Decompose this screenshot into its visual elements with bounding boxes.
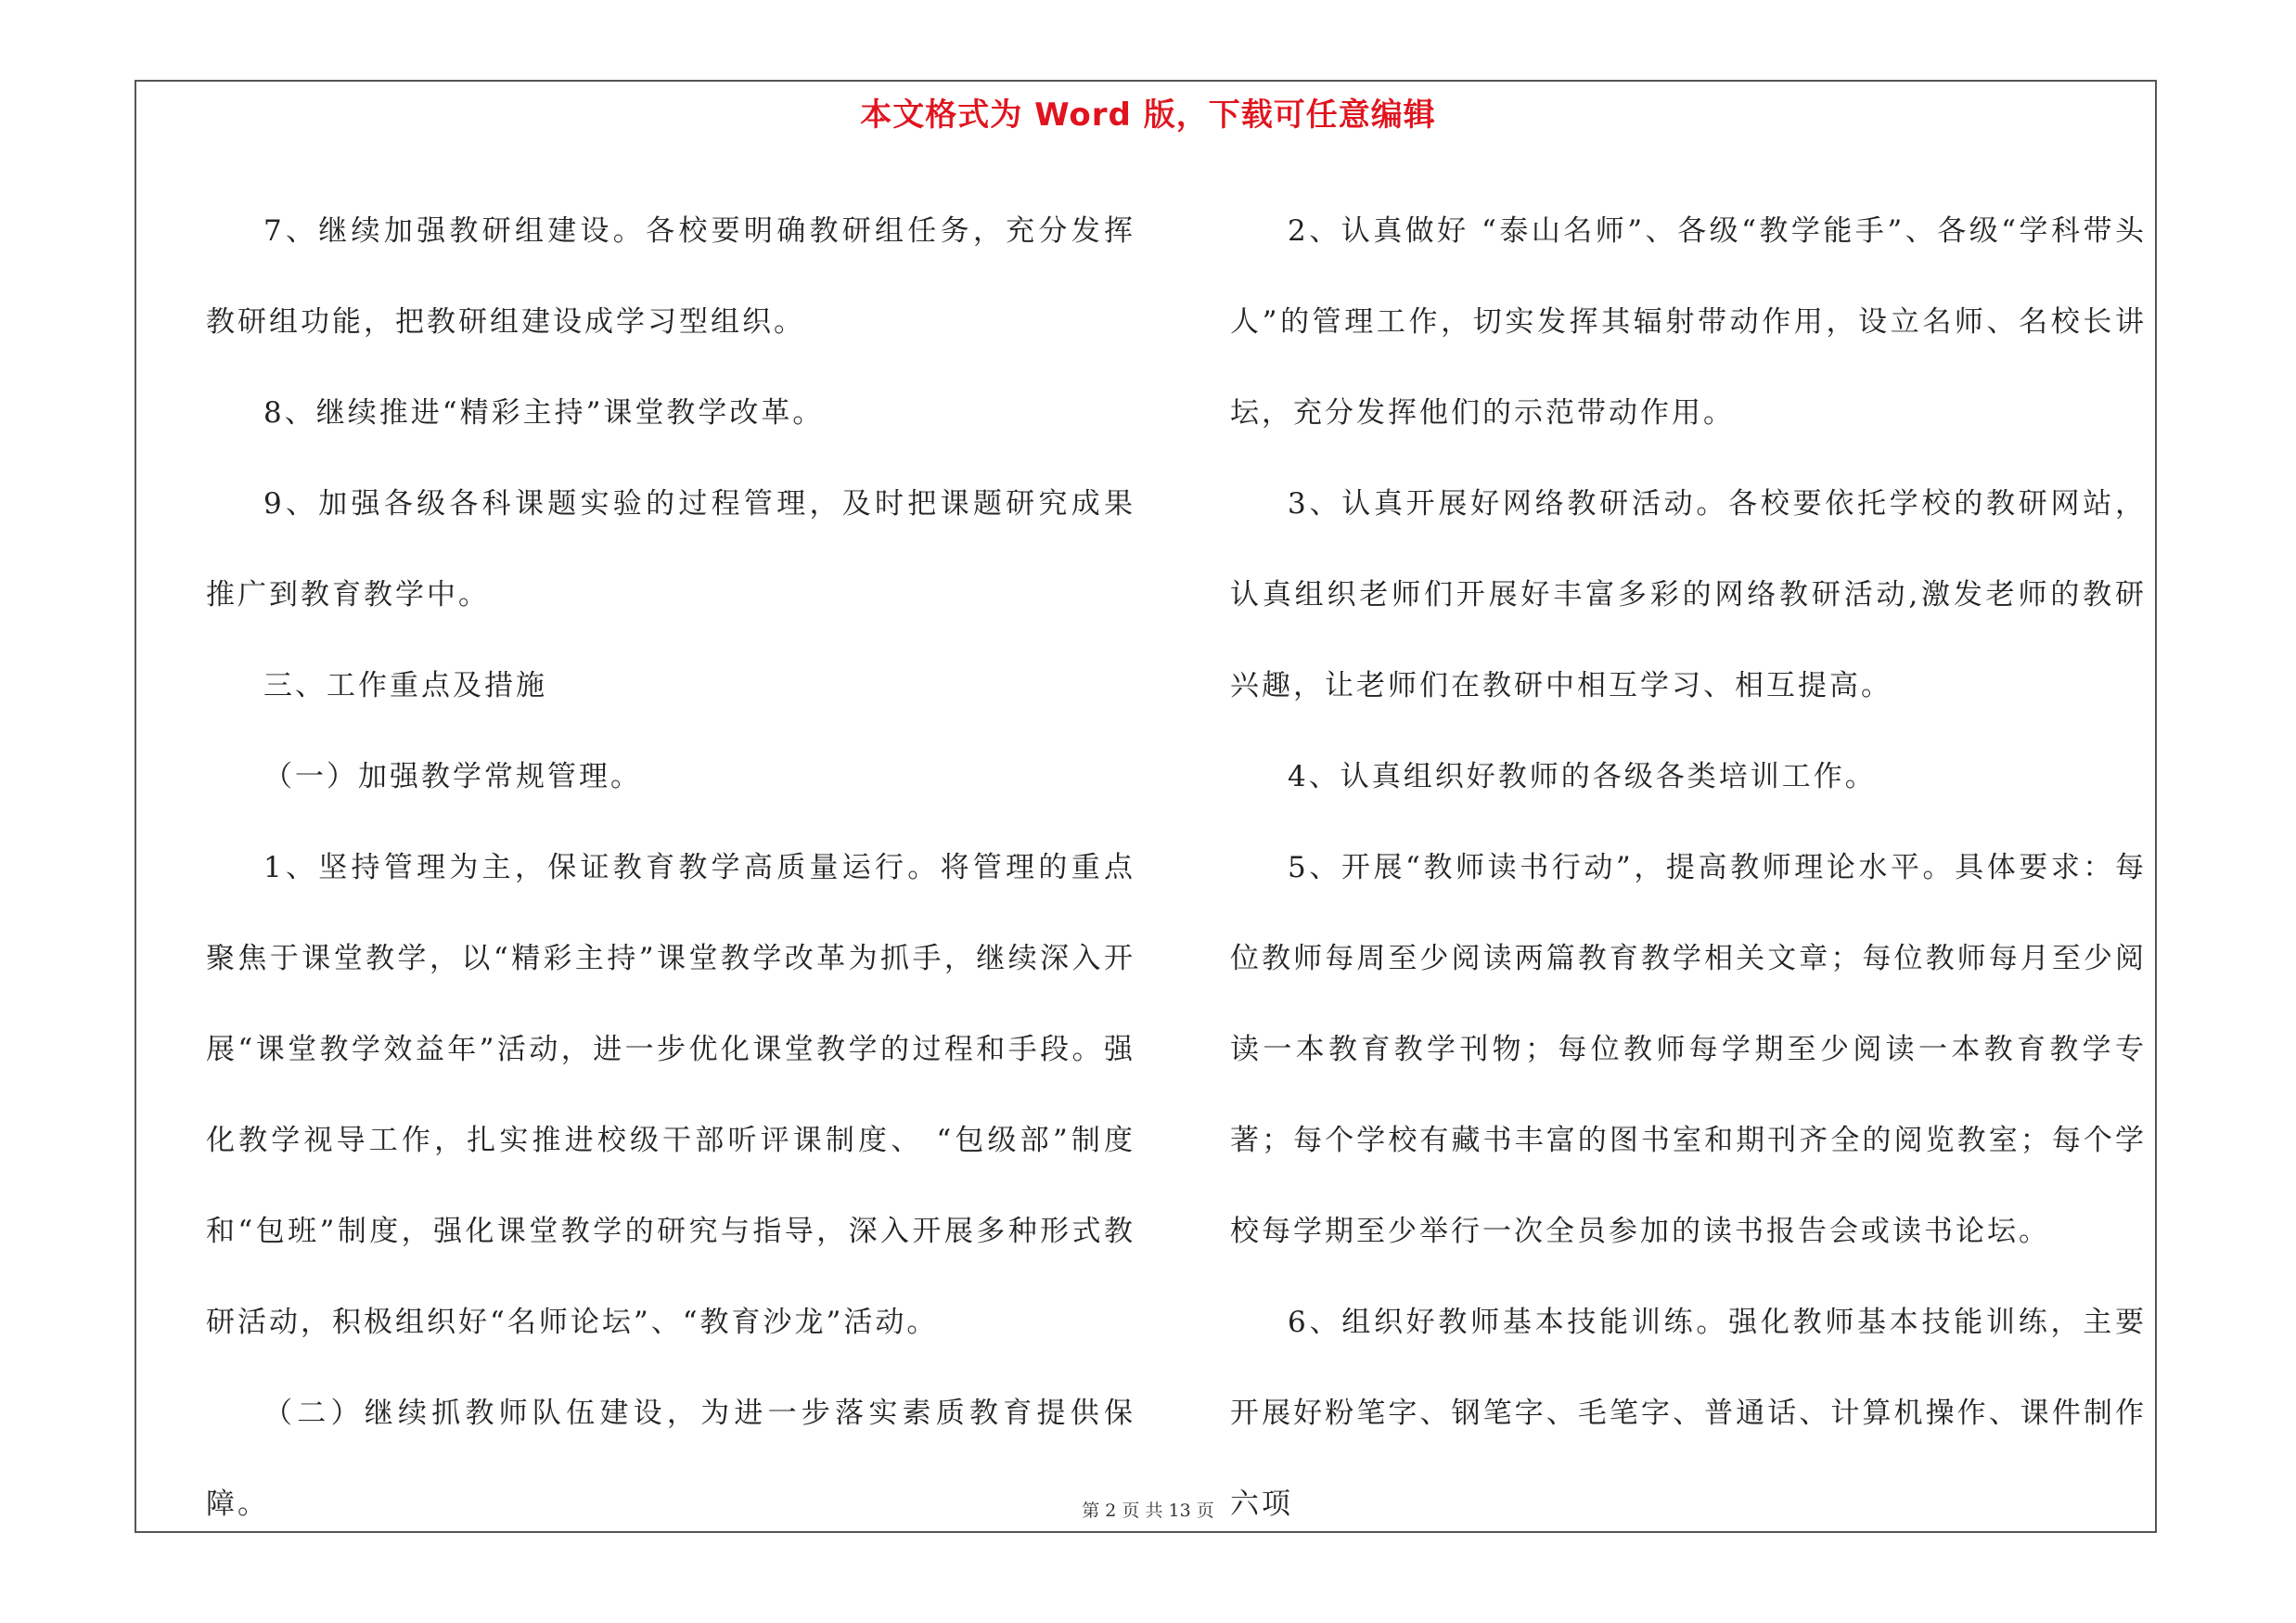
subsection-heading: （一）加强教学常规管理。: [263, 760, 642, 793]
section-heading: 三、工作重点及措施: [263, 669, 547, 702]
paragraph: 9、加强各级各科课题实验的过程管理，及时把课题研究成果推广到教育教学中。: [206, 487, 1135, 612]
paragraph: 2、认真做好 “泰山名师”、各级“教学能手”、各级“学科带头人”的管理工作，切实发挥其辐射带动作用，设立名师、名校长讲坛，充分发挥他们的示范带动作用。: [1230, 214, 2147, 430]
paragraph: 6、组织好教师基本技能训练。强化教师基本技能训练，主要开展好粉笔字、钢笔字、毛笔字、普通话、计算机操作、课件制作六项: [1230, 1306, 2147, 1521]
paragraph: 3、认真开展好网络教研活动。各校要依托学校的教研网站，认真组织老师们开展好丰富多彩的网络教研活动,激发老师的教研兴趣，让老师们在教研中相互学习、相互提高。: [1230, 487, 2147, 702]
right-column: [1230, 186, 2147, 1550]
header-banner: 本文格式为 Word 版，下载可任意编辑: [860, 97, 1436, 134]
page-number: 第 2 页 共 13 页: [1082, 1501, 1214, 1521]
left-column: [206, 186, 1135, 1550]
paragraph: 7、继续加强教研组建设。各校要明确教研组任务，充分发挥教研组功能，把教研组建设成学习型组织。: [206, 214, 1135, 339]
subsection-heading: （二）继续抓教师队伍建设，为进一步落实素质教育提供保障。: [206, 1397, 1135, 1521]
paragraph: 5、开展“教师读书行动”，提高教师理论水平。具体要求：每位教师每周至少阅读两篇教育教学相关文章；每位教师每月至少阅读一本教育教学刊物；每位教师每学期至少阅读一本教育教学专著；每个学校有藏书丰富的图书室和期刊齐全的阅览教室；每个学校每学期至少举行一次全员参加的读书报告会或读书论坛。: [1230, 851, 2147, 1248]
paragraph: 8、继续推进“精彩主持”课堂教学改革。: [263, 396, 825, 430]
paragraph: 1、坚持管理为主，保证教育教学高质量运行。将管理的重点聚焦于课堂教学，以“精彩主持”课堂教学改革为抓手，继续深入开展“课堂教学效益年”活动，进一步优化课堂教学的过程和手段。强化教学视导工作，扎实推进校级干部听评课制度、 “包级部”制度和“包班”制度，强化课堂教学的研究与指导，深入开展多种形式教研活动，积极组织好“名师论坛”、“教育沙龙”活动。: [206, 851, 1135, 1339]
paragraph: 4、认真组织好教师的各级各类培训工作。: [1288, 760, 1877, 793]
